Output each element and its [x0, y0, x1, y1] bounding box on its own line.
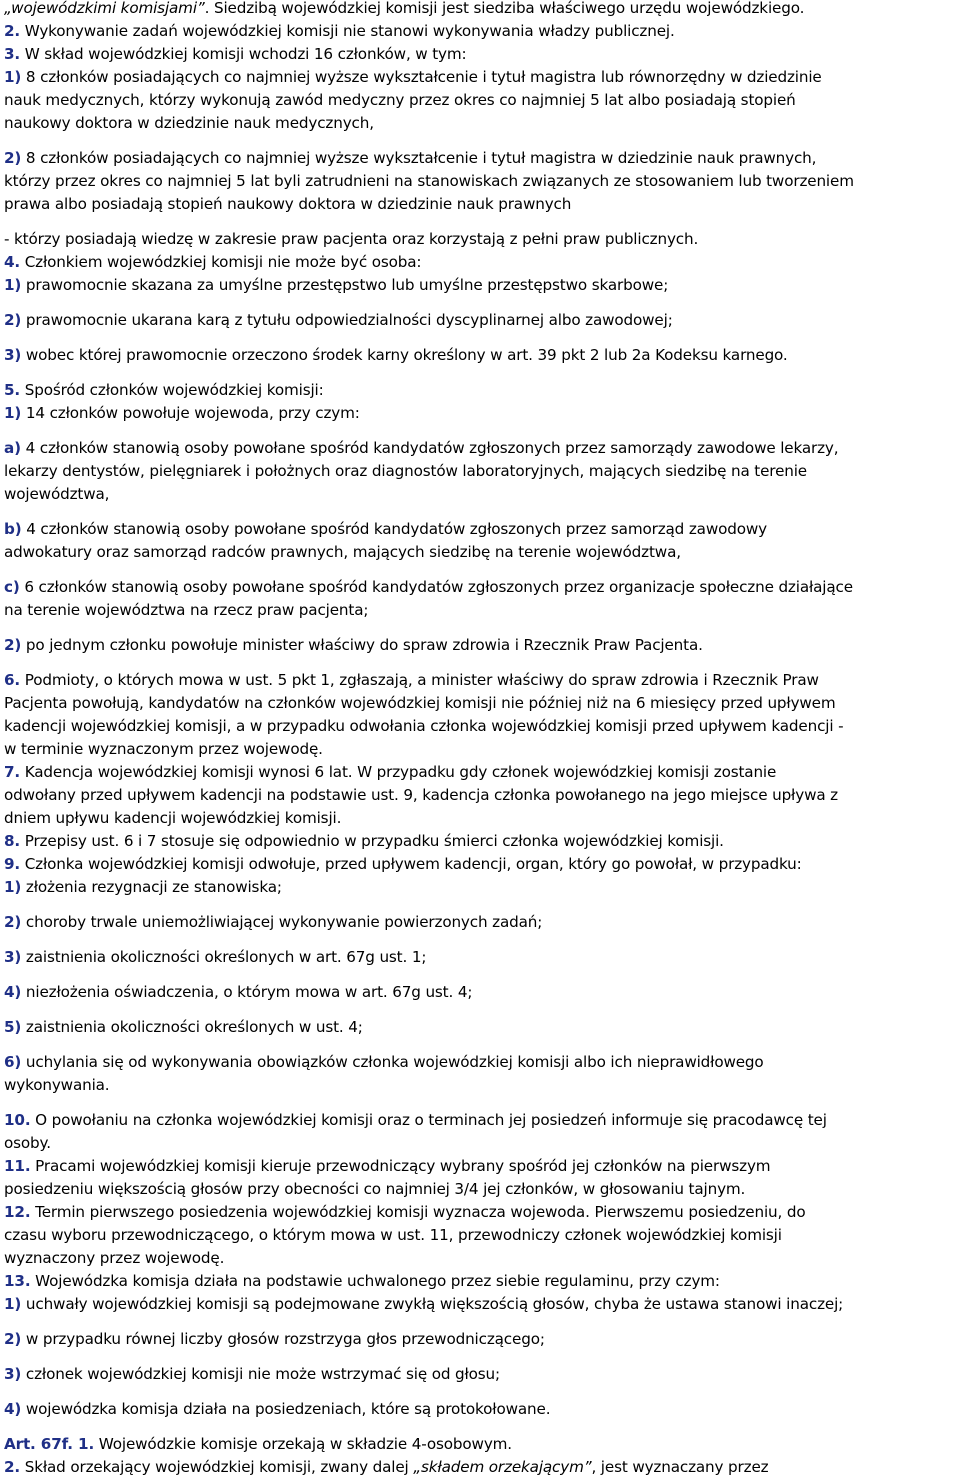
item-number: 1. — [72, 1435, 95, 1453]
item-number: 4. — [4, 253, 21, 271]
text-line — [4, 1132, 956, 1155]
line-text: nauk medycznych, którzy wykonują zawód medyczny przez okres co najmniej 5 lat albo posiadają stopień — [4, 91, 796, 109]
line-text: złożenia rezygnacji ze stanowiska; — [21, 878, 282, 896]
line-text: którzy przez okres co najmniej 5 lat byli zatrudnieni na stanowiskach związanych ze stosowaniem lub tworzeniem — [4, 172, 854, 190]
line-text: W skład wojewódzkiej komisji wchodzi 16 członków, w tym: — [20, 45, 467, 63]
item-number: 2. — [4, 22, 21, 40]
document-page — [4, 0, 956, 1479]
text-line — [4, 0, 956, 20]
text-line — [4, 251, 956, 274]
text-line — [4, 1201, 956, 1224]
line-text: po jednym członku powołuje minister właściwy do spraw zdrowia i Rzecznik Praw Pacjenta. — [21, 636, 703, 654]
text-line — [4, 1224, 956, 1247]
text-line — [4, 1328, 956, 1351]
item-number: 3) — [4, 346, 22, 364]
text-line — [4, 738, 956, 761]
text-line — [4, 228, 956, 251]
line-text: kadencji wojewódzkiej komisji, a w przypadku odwołania członka wojewódzkiej komisji przed upływem kadencji - — [4, 717, 844, 735]
line-text: Podmioty, o których mowa w ust. 5 pkt 1, zgłaszają, a minister właściwy do spraw zdrowia i Rzecznik Praw — [20, 671, 819, 689]
item-number: 7. — [4, 763, 21, 781]
line-text: osoby. — [4, 1134, 51, 1152]
item-number: 2) — [4, 913, 22, 931]
line-text: Członkiem wojewódzkiej komisji nie może być osoba: — [20, 253, 422, 271]
line-text: 6 członków stanowią osoby powołane spośród kandydatów zgłoszonych przez organizacje społeczne działające — [19, 578, 853, 596]
line-text: uchylania się od wykonywania obowiązków członka wojewódzkiej komisji albo ich nieprawidłowego — [21, 1053, 764, 1071]
article-number: Art. 67f. — [4, 1435, 73, 1453]
item-number: 1) — [4, 68, 22, 86]
text-line — [4, 1016, 956, 1039]
item-number: 5. — [4, 381, 21, 399]
item-number: 2. — [4, 1458, 21, 1476]
text-line — [4, 1178, 956, 1201]
text-line — [4, 669, 956, 692]
item-number: c) — [4, 578, 20, 596]
line-text: prawomocnie ukarana karą z tytułu odpowiedzialności dyscyplinarnej albo zawodowej; — [21, 311, 673, 329]
item-number: 8. — [4, 832, 21, 850]
text-line — [4, 784, 956, 807]
line-text: zaistnienia okoliczności określonych w ust. 4; — [21, 1018, 363, 1036]
text-line — [4, 807, 956, 830]
text-line — [4, 66, 956, 89]
text-line — [4, 1456, 956, 1479]
text-line — [4, 1398, 956, 1421]
item-number: 2) — [4, 149, 22, 167]
line-text: odwołany przed upływem kadencji na podstawie ust. 9, kadencja członka powołanego na jego miejsce upływa z — [4, 786, 838, 804]
line-text: prawa albo posiadają stopień naukowy doktora w dziedzinie nauk prawnych — [4, 195, 572, 213]
text-line — [4, 43, 956, 66]
item-number: 6. — [4, 671, 21, 689]
text-line — [4, 20, 956, 43]
item-number: b) — [4, 520, 22, 538]
text-line — [4, 1155, 956, 1178]
text-line — [4, 379, 956, 402]
item-number: 4) — [4, 983, 22, 1001]
line-text: 8 członków posiadających co najmniej wyższe wykształcenie i tytuł magistra w dziedzinie nauk prawnych, — [21, 149, 817, 167]
item-number: 2) — [4, 1330, 22, 1348]
item-number: 13. — [4, 1272, 31, 1290]
text-line — [4, 460, 956, 483]
text-line — [4, 830, 956, 853]
item-number: 1) — [4, 276, 22, 294]
text-line — [4, 692, 956, 715]
line-text: Wykonywanie zadań wojewódzkiej komisji nie stanowi wykonywania władzy publicznej. — [20, 22, 675, 40]
text-line — [4, 911, 956, 934]
text-line — [4, 541, 956, 564]
line-text: Wojewódzkie komisje orzekają w składzie 4-osobowym. — [94, 1435, 512, 1453]
line-text: 4 członków stanowią osoby powołane spośród kandydatów zgłoszonych przez samorządy zawodowe lekarzy, — [20, 439, 839, 457]
line-text: województwa, — [4, 485, 110, 503]
line-text: wykonywania. — [4, 1076, 110, 1094]
text-line — [4, 1247, 956, 1270]
line-text: - którzy posiadają wiedzę w zakresie praw pacjenta oraz korzystają z pełni praw publicznych. — [4, 230, 699, 248]
line-text: Pacjenta powołują, kandydatów na członków wojewódzkiej komisji nie później niż na 6 miesięcy przed upływem — [4, 694, 836, 712]
item-number: 2) — [4, 311, 22, 329]
line-text: Członka wojewódzkiej komisji odwołuje, przed upływem kadencji, organ, który go powołał, w przypadku: — [20, 855, 802, 873]
text-line — [4, 437, 956, 460]
line-text: wyznaczony przez wojewodę. — [4, 1249, 225, 1267]
line-text: choroby trwale uniemożliwiającej wykonywanie powierzonych zadań; — [21, 913, 543, 931]
quoted-term: „składem orzekającym” — [413, 1458, 592, 1476]
line-text: adwokatury oraz samorząd radców prawnych, mających siedzibę na terenie województwa, — [4, 543, 681, 561]
line-text: posiedzeniu większością głosów przy obecności co najmniej 3/4 jej członków, w głosowaniu tajnym. — [4, 1180, 746, 1198]
line-text: wojewódzka komisja działa na posiedzeniach, które są protokołowane. — [21, 1400, 551, 1418]
item-number: 1) — [4, 878, 22, 896]
text-line — [4, 1109, 956, 1132]
text-line — [4, 981, 956, 1004]
text-line — [4, 483, 956, 506]
line-text: 14 członków powołuje wojewoda, przy czym: — [21, 404, 360, 422]
text-line — [4, 309, 956, 332]
text-line — [4, 761, 956, 784]
quoted-term: „wojewódzkimi komisjami” — [4, 0, 205, 17]
text-line — [4, 518, 956, 541]
item-number: 3) — [4, 948, 22, 966]
item-number: 1) — [4, 1295, 22, 1313]
text-line — [4, 576, 956, 599]
line-text: członek wojewódzkiej komisji nie może wstrzymać się od głosu; — [21, 1365, 501, 1383]
line-text: w terminie wyznaczonym przez wojewodę. — [4, 740, 323, 758]
text-line — [4, 634, 956, 657]
text-line — [4, 1433, 956, 1456]
text-line — [4, 112, 956, 135]
line-text: czasu wyboru przewodniczącego, o którym mowa w ust. 11, przewodniczy członek wojewódzkiej komisji — [4, 1226, 782, 1244]
item-number: 5) — [4, 1018, 22, 1036]
item-number: a) — [4, 439, 21, 457]
text-line — [4, 853, 956, 876]
item-number: 2) — [4, 636, 22, 654]
line-text: Wojewódzka komisja działa na podstawie uchwalonego przez siebie regulaminu, przy czym: — [30, 1272, 720, 1290]
text-line — [4, 715, 956, 738]
item-number: 4) — [4, 1400, 22, 1418]
line-text: 4 członków stanowią osoby powołane spośród kandydatów zgłoszonych przez samorząd zawodowy — [21, 520, 767, 538]
line-text: wobec której prawomocnie orzeczono środek karny określony w art. 39 pkt 2 lub 2a Kodeksu karnego. — [21, 346, 788, 364]
text-line — [4, 402, 956, 425]
text-line — [4, 599, 956, 622]
line-text: . Siedzibą wojewódzkiej komisji jest siedziba właściwego urzędu wojewódzkiego. — [204, 0, 805, 17]
line-text: Spośród członków wojewódzkiej komisji: — [20, 381, 324, 399]
text-line — [4, 946, 956, 969]
item-number: 9. — [4, 855, 21, 873]
line-text: prawomocnie skazana za umyślne przestępstwo lub umyślne przestępstwo skarbowe; — [21, 276, 669, 294]
line-text: Skład orzekający wojewódzkiej komisji, zwany dalej — [20, 1458, 414, 1476]
text-line — [4, 170, 956, 193]
item-number: 10. — [4, 1111, 31, 1129]
text-line — [4, 147, 956, 170]
item-number: 3. — [4, 45, 21, 63]
line-text: w przypadku równej liczby głosów rozstrzyga głos przewodniczącego; — [21, 1330, 545, 1348]
text-line — [4, 193, 956, 216]
line-text: Kadencja wojewódzkiej komisji wynosi 6 lat. W przypadku gdy członek wojewódzkiej komisji zostanie — [20, 763, 777, 781]
line-text: zaistnienia okoliczności określonych w art. 67g ust. 1; — [21, 948, 427, 966]
line-text: niezłożenia oświadczenia, o którym mowa w art. 67g ust. 4; — [21, 983, 473, 1001]
line-text: Termin pierwszego posiedzenia wojewódzkiej komisji wyznacza wojewoda. Pierwszemu posiedzeniu, do — [30, 1203, 806, 1221]
text-line — [4, 274, 956, 297]
line-text: na terenie województwa na rzecz praw pacjenta; — [4, 601, 369, 619]
line-text: dniem upływu kadencji wojewódzkiej komisji. — [4, 809, 342, 827]
text-line — [4, 1270, 956, 1293]
item-number: 12. — [4, 1203, 31, 1221]
text-line — [4, 89, 956, 112]
line-text: O powołaniu na członka wojewódzkiej komisji oraz o terminach jej posiedzeń informuje się pracodawcę tej — [30, 1111, 827, 1129]
item-number: 3) — [4, 1365, 22, 1383]
text-line — [4, 344, 956, 367]
item-number: 1) — [4, 404, 22, 422]
text-line — [4, 1293, 956, 1316]
text-line — [4, 876, 956, 899]
line-text: naukowy doktora w dziedzinie nauk medycznych, — [4, 114, 374, 132]
line-text: uchwały wojewódzkiej komisji są podejmowane zwykłą większością głosów, chyba że ustawa stanowi inaczej; — [21, 1295, 844, 1313]
line-text: Przepisy ust. 6 i 7 stosuje się odpowiednio w przypadku śmierci członka wojewódzkiej komisji. — [20, 832, 724, 850]
line-text: lekarzy dentystów, pielęgniarek i położnych oraz diagnostów laboratoryjnych, mających siedzibę na terenie — [4, 462, 808, 480]
text-line — [4, 1363, 956, 1386]
item-number: 6) — [4, 1053, 22, 1071]
item-number: 11. — [4, 1157, 31, 1175]
text-line — [4, 1074, 956, 1097]
line-text: Pracami wojewódzkiej komisji kieruje przewodniczący wybrany spośród jej członków na pierwszym — [30, 1157, 771, 1175]
text-line — [4, 1051, 956, 1074]
line-text: 8 członków posiadających co najmniej wyższe wykształcenie i tytuł magistra lub równorzędny w dziedzinie — [21, 68, 822, 86]
line-text: , jest wyznaczany przez — [591, 1458, 769, 1476]
